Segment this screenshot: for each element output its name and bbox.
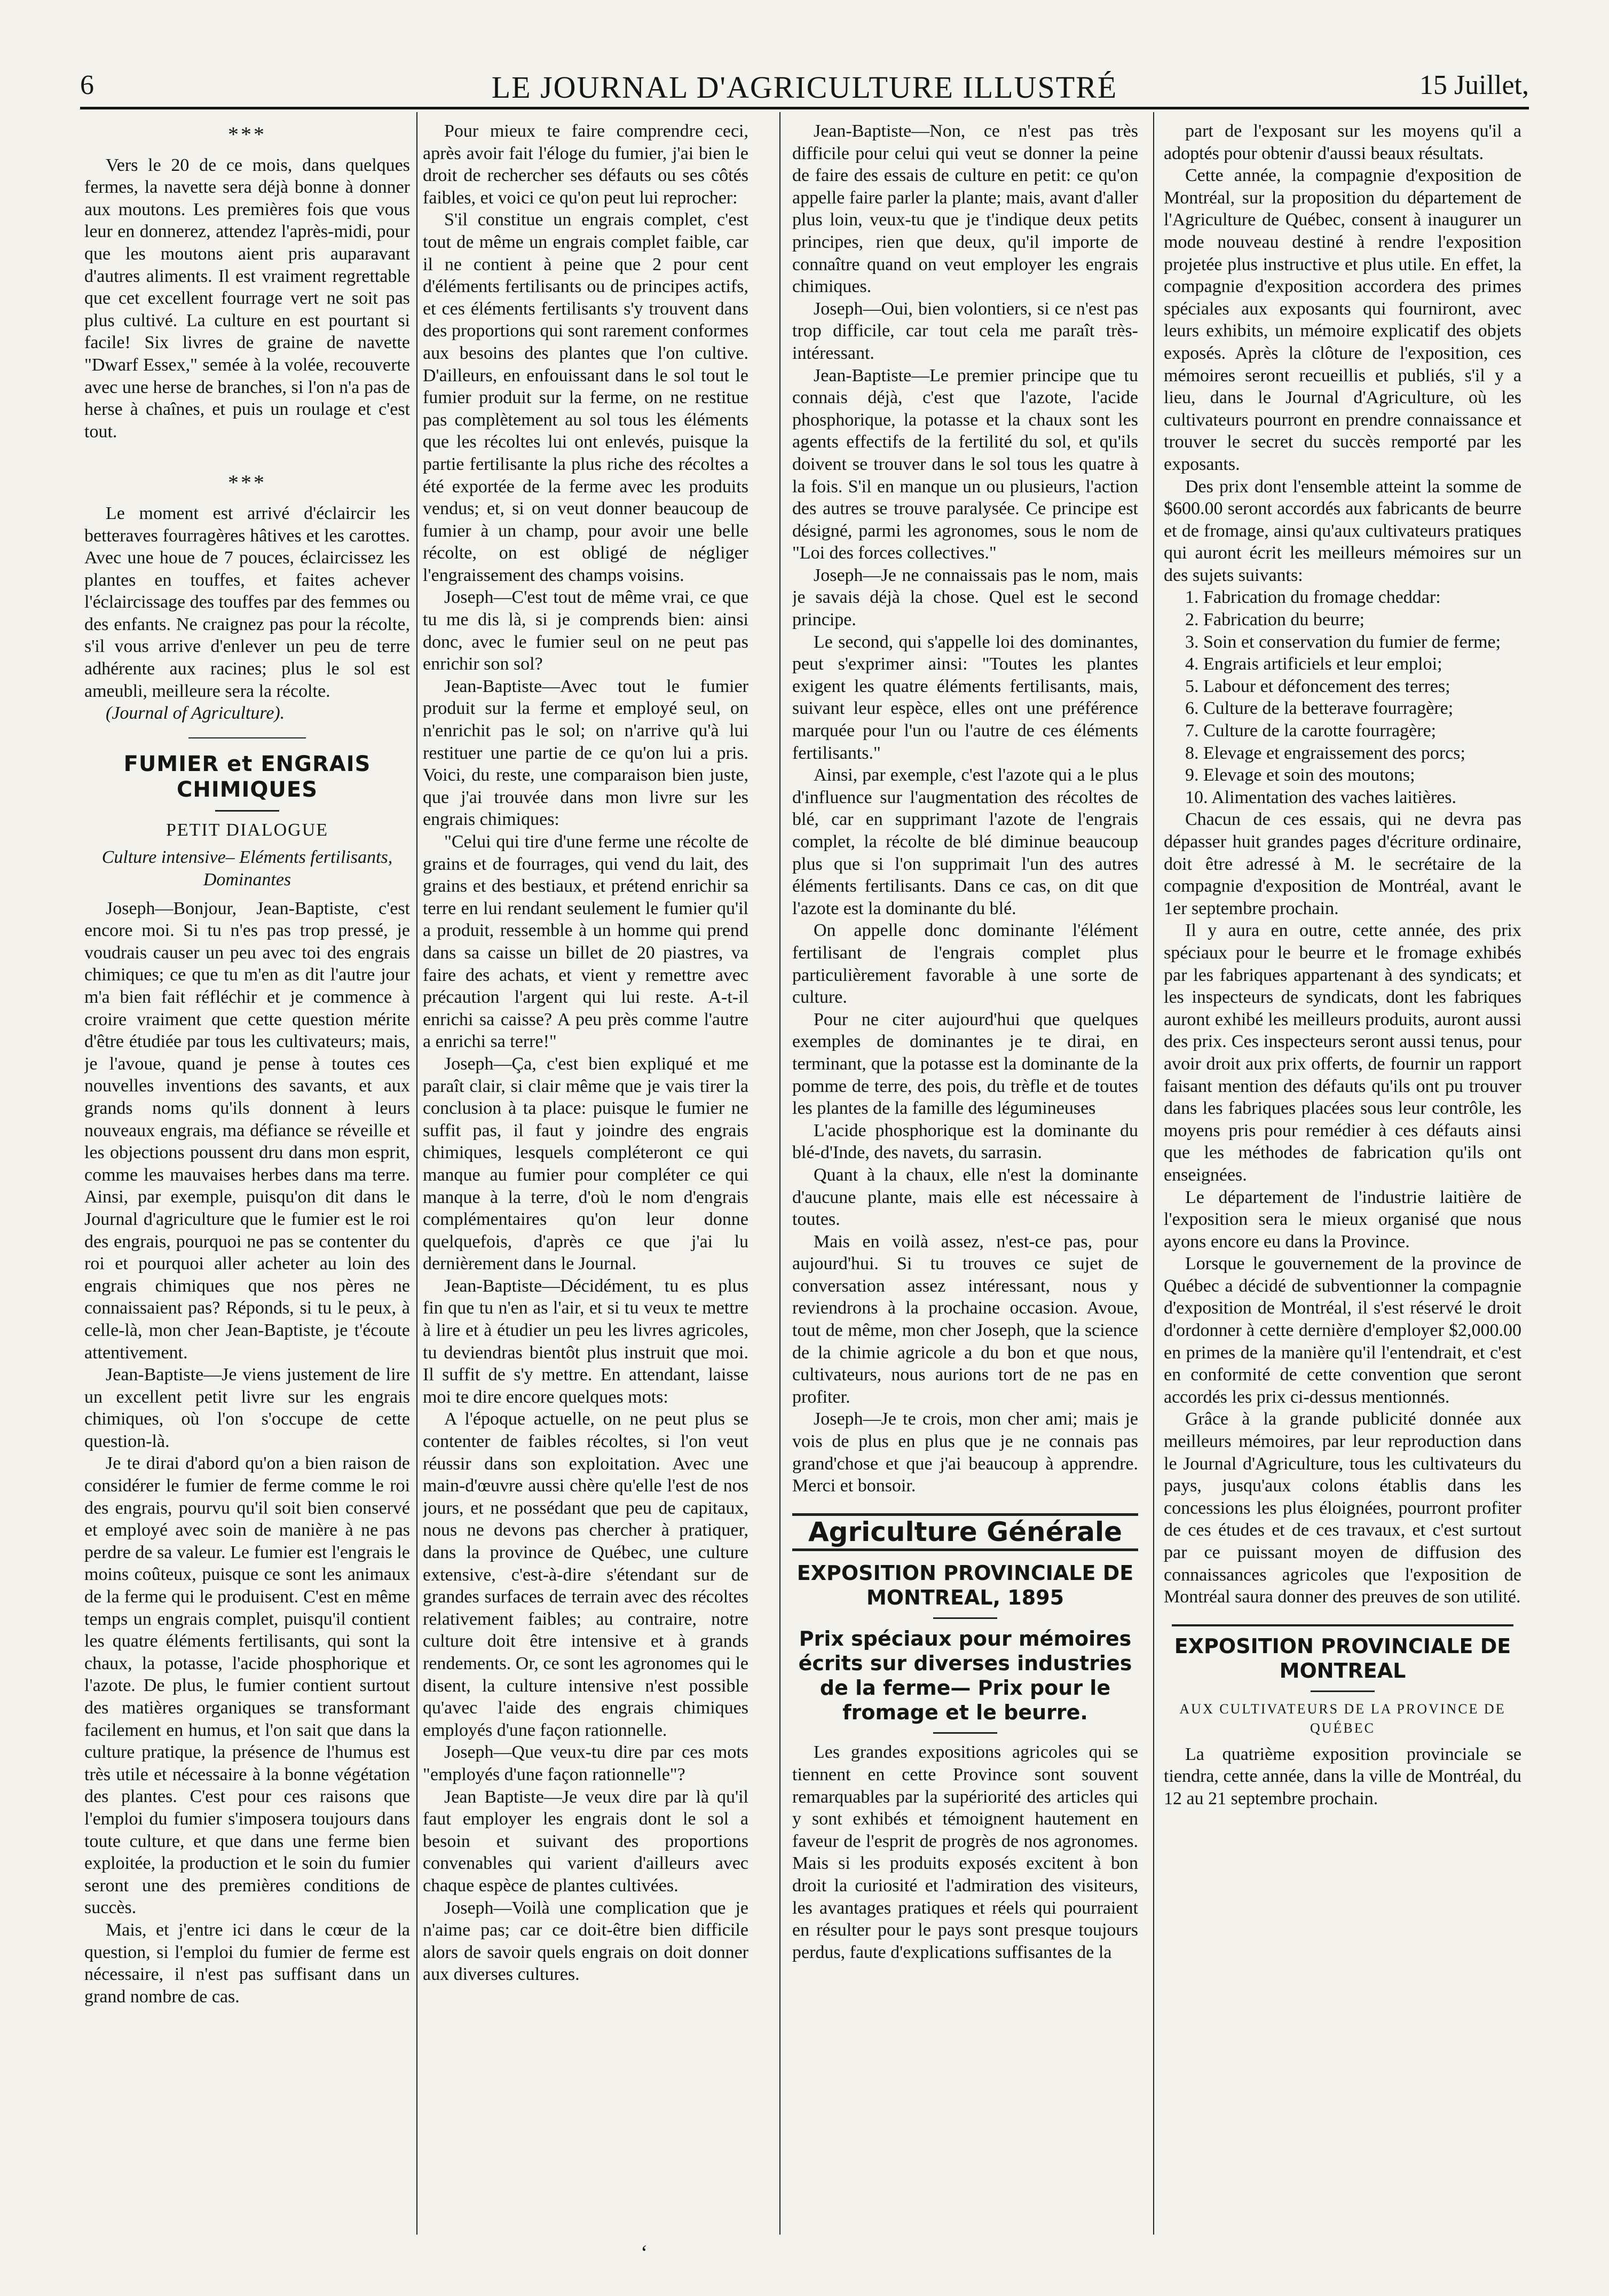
paragraph: Mais en voilà assez, n'est-ce pas, pour aujourd'hui. Si tu trouves ce sujet de conversation assez intéressant, nous y reviendrons à la prochaine occasion. Avoue, tout de même, mon cher Joseph, que la science de la chimie agricole a du bon et que nous, cultivateurs, nous aurions tort de ne pas en profiter. [792,1231,1138,1407]
paragraph: Jean-Baptiste—Je viens justement de lire un excellent petit livre sur les engrais chimiques, où l'on s'occupe de cette question-là. [84,1365,410,1451]
paragraph: Le moment est arrivé d'éclaircir les betteraves fourragères hâtives et les carottes. Avec une houe de 7 pouces, éclaircissez les plantes en touffes, et faites achever l'éclaircissage des touffes par des femmes ou des enfants. Ne craignez pas pour la récolte, s'il vous arrive d'enlever un peu de terre adhérente aux racines; plus le sol est ameubli, meilleure sera la récolte. [84,503,410,701]
paragraph: Jean-Baptiste—Décidément, tu es plus fin que tu n'en as l'air, et si tu veux te mettre à lire et à étudier un peu les livres agricoles, tu deviendras bientôt plus instruit que moi. Il suffit de s'y mettre. En attendant, laisse moi te dire encore quelques mots: [423,1276,748,1407]
list-item: 4. Engrais artificiels et leur emploi; [1185,654,1442,674]
column-1 [84,120,410,2235]
paragraph: Il y aura en outre, cette année, des prix spéciaux pour le beurre et le fromage exhibés par les fabriques appartenant à des syndicats; et les inspecteurs de syndicats, dont les fabriques auront exhibé les meilleurs produits, auront aussi des prix. Ces inspecteurs seront aussi tenus, pour avoir droit aux prix offerts, de fournir un rapport faisant mention des défauts qu'ils ont pu trouver dans les fabriques placées sous leur contrôle, les moyens pris pour remédier à ces défauts ainsi que les méthodes de fabrication qu'ils ont enseignées. [1164,921,1521,1185]
paragraph: A l'époque actuelle, on ne peut plus se contenter de faibles récoltes, si l'on veut réussir dans son exploitation. Avec une main-d'œuvre aussi chère qu'elle l'est de nos jours, et ne possédant que peu de capitaux, nous ne devons pas chercher à pratiquer, dans la province de Québec, une culture extensive, c'est-à-dire s'étendant sur de grandes surfaces de terrain avec des récoltes relativement faibles; au contraire, notre culture doit être intensive et à grands rendements. Or, ce sont les agronomes qui le disent, la culture intensive n'est possible qu'avec l'aide des engrais chimiques employés d'une façon rationnelle. [423,1409,748,1740]
paragraph: "Celui qui tire d'une ferme une récolte de grains et de fourrages, qui vend du lait, des grains et des bestiaux, et prétend enrichir sa terre en lui rendant seulement le fumier qu'il a produit, ressemble à un homme qui prend dans sa caisse un billet de 20 piastres, va faire des achats, et vient y remettre avec précaution l'argent qui lui reste. A-t-il enrichi sa caisse? A peu près comme l'autre a enrichi sa terre!" [423,832,748,1052]
paragraph: part de l'exposant sur les moyens qu'il a adoptés pour obtenir d'aussi beaux résultats. [1164,121,1521,163]
list-item: 10. Alimentation des vaches laitières. [1185,787,1456,807]
column-3 [792,120,1138,2235]
list-item: 3. Soin et conservation du fumier de ferme; [1185,632,1501,652]
column-divider [416,112,417,2235]
article-subtitle: Prix spéciaux pour mémoires écrits sur diverses industries de la ferme— Prix pour le fromage et le beurre. [798,1627,1132,1725]
paragraph: Joseph—Je ne connaissais pas le nom, mais je savais déjà la chose. Quel est le second principe. [792,565,1138,630]
list-item: 9. Elevage et soin des moutons; [1185,765,1415,785]
separator [933,1617,997,1619]
column-2 [423,120,748,2235]
article-title: FUMIER et ENGRAIS CHIMIQUES [123,751,371,802]
paragraph: Des prix dont l'ensemble atteint la somme de $600.00 seront accordés aux fabricants de beurre et de fromage, ainsi qu'aux cultivateurs pratiques qui auront écrit les meilleurs mémoires sur un des sujets suivants: [1164,476,1521,585]
section-stars: *** [228,470,266,495]
paragraph: Vers le 20 de ce mois, dans quelques fermes, la navette sera déjà bonne à donner aux moutons. Les premières fois que vous leur en donnerez, attendez l'après-midi, pour que les moutons aient pris auparavant d'autres aliments. Il est vraiment regrettable que cet excellent fourrage vert ne soit pas plus cultivé. La culture en est pourtant si facile! Six livres de graine de navette "Dwarf Essex," semée à la volée, recouverte avec une herse de branches, si l'on n'a pas de herse à chaînes, et puis un roulage et c'est tout. [84,155,410,442]
paragraph: Joseph—C'est tout de même vrai, ce que tu me dis là, si je comprends bien: ainsi donc, avec le fumier seul on ne peut pas enrichir son sol? [423,587,748,674]
article-title: EXPOSITION PROVINCIALE DE MONTREAL [1174,1634,1511,1682]
column-divider [1153,112,1154,2235]
paragraph: Le second, qui s'appelle loi des dominantes, peut s'exprimer ainsi: "Toutes les plantes exigent les quatre éléments fertilisants, mais, suivant leur espèce, elles ont une préférence marquée pour l'un ou l'autre de ces éléments fertilisants." [792,632,1138,763]
paragraph: Grâce à la grande publicité donnée aux meilleurs mémoires, par leur reproduction dans le Journal d'Agriculture, tous les cultivateurs du pays, jusqu'aux colons établis dans les concessions les plus éloignées, pourront profiter de ces études et de ces travaux, et c'est surtout par ce puissant moyen de diffusion des connaissances agricoles que l'exposition de Montréal saura donner des preuves de son utilité. [1164,1409,1521,1607]
paragraph: Lorsque le gouvernement de la province de Québec a décidé de subventionner la compagnie d'exposition de Montréal, il s'est réservé le droit d'ordonner à cette dernière d'employer $2,000.00 en primes de la manière qu'il l'entendrait, et c'est en conformité de cette convention que seront accordés les prix ci-dessus mentionnés. [1164,1254,1521,1407]
separator [1311,1690,1375,1692]
paragraph: Les grandes expositions agricoles qui se tiennent en cette Province sont souvent remarquables par la supériorité des articles qui y sont exhibés et témoignent hautement en faveur de l'esprit de progrès de nos agronomes. Mais si les produits exposés excitent à bon droit la curiosité et l'admiration des visiteurs, les avantages pratiques et réels qui pourraient en résulter pour le pays sont presque toujours perdus, faute d'explications suffisantes de la [792,1742,1138,1962]
paragraph: Chacun de ces essais, qui ne devra pas dépasser huit grandes pages d'écriture ordinaire, doit être adressé à M. le secrétaire de la compagnie d'exposition de Montréal, avant le 1er septembre prochain. [1164,809,1521,918]
list-item: 7. Culture de la carotte fourragère; [1185,721,1437,741]
paragraph: Joseph—Bonjour, Jean-Baptiste, c'est encore moi. Si tu n'es pas trop pressé, je voudrais causer un peu avec toi des engrais chimiques; ce que tu m'en as dit l'autre jour m'a bien fait réfléchir et je commence à croire vraiment que cette question mérite d'être étudiée par tous les cultivateurs; mais, je l'avoue, quand je pense à toutes ces nouvelles inventions des savants, et aux grands noms qu'ils donnent à leurs nouveaux engrais, ma défiance se réveille et les objections poussent dru dans mon esprit, comme les mauvaises herbes dans ma terre. Ainsi, par exemple, puisqu'on dit dans le Journal d'agriculture que le fumier est le roi des engrais, pourquoi ne pas se contenter du roi et pourquoi aller acheter au loin des engrais chimiques que nos pères ne connaissaient pas? Réponds, si tu le peux, à celle-là, mon cher Jean-Baptiste, je t'écoute attentivement. [84,898,410,1363]
list-item: 2. Fabrication du beurre; [1185,610,1365,630]
paragraph: Pour ne citer aujourd'hui que quelques exemples de dominantes je te dirai, en terminant, que la potasse est la dominante de la pomme de terre, des pois, du trèfle et de toutes les plantes de la famille des légumineuses [792,1009,1138,1119]
paragraph: Mais, et j'entre ici dans le cœur de la question, si l'emploi du fumier de ferme est nécessaire, il n'est pas suffisant dans un grand nombre de cas. [84,1920,410,2007]
separator [188,737,306,738]
list-item: 8. Elevage et engraissement des porcs; [1185,743,1465,763]
paragraph: Quant à la chaux, elle n'est la dominante d'aucune plante, mais elle est nécessaire à toutes. [792,1165,1138,1230]
paragraph: Pour mieux te faire comprendre ceci, après avoir fait l'éloge du fumier, j'ai bien le droit de rechercher ses défauts ou ses côtés faibles, et voici ce qu'on peut lui reprocher: [423,121,748,208]
separator [933,1732,997,1734]
paragraph: Joseph—Ça, c'est bien expliqué et me paraît clair, si clair même que je vais tirer la conclusion à ta place: puisque le fumier ne suffit pas, il faut y joindre des engrais chimiques, lesquels compléteront ce qui manque au fumier pour compléter ce qui manque à la terre, d'où le nom d'engrais complémentaires qu'on leur donne quelquefois, d'après ce que j'ai lu dernièrement dans le Journal. [423,1053,748,1274]
paragraph: Joseph—Voilà une complication que je n'aime pas; car ce doit-être bien difficile alors de savoir quels engrais on doit donner aux diverses cultures. [423,1898,748,1985]
list-item: 1. Fabrication du fromage cheddar: [1185,587,1441,608]
column-4 [1164,120,1521,2235]
paragraph: Joseph—Je te crois, mon cher ami; mais je vois de plus en plus que je ne connais pas grand'chose et que j'ai beaucoup à apprendre. Merci et bonsoir. [792,1409,1138,1496]
paragraph: Jean Baptiste—Je veux dire par là qu'il faut employer les engrais dont le sol a besoin et suivant des proportions convenables qui varient d'ailleurs avec chaque espèce de plantes cultivées. [423,1787,748,1896]
paragraph: S'il constitue un engrais complet, c'est tout de même un engrais complet faible, car il ne contient à peine que 2 pour cent d'éléments fertilisants ou de principes actifs, et ces éléments fertilisants s'y trouvent dans des proportions qui sont rarement conformes aux besoins des plantes que l'on cultive. D'ailleurs, en enfouissant dans le sol tout le fumier produit sur la ferme, on ne restitue pas complètement au sol tous les éléments que les récoltes lui ont enlevés, puisque la partie fertilisante la plus riche des récoltes a été exportée de la ferme avec les produits vendus; et, si on veut donner beaucoup de fumier à un champ, pour avoir une belle récolte, on est obligé de négliger l'engraissement des champs voisins. [423,210,748,585]
paragraph: Je te dirai d'abord qu'on a bien raison de considérer le fumier de ferme comme le roi des engrais, pourvu qu'il soit bien conservé et employé avec soin de manière à ne pas perdre de sa valeur. Le fumier est l'engrais le moins coûteux, puisque ce sont les animaux de la ferme qui le produisent. C'est en même temps un engrais complet, puisqu'il contient les quatre éléments fertilisants, qui sont la chaux, la potasse, l'acide phosphorique et l'azote. De plus, le fumier contient surtout des matières organiques se transformant facilement en humus, et l'on sait que dans la culture pratique, la présence de l'humus est très utile et nécessaire à la bonne végétation des plantes. C'est pour ces raisons que l'emploi du fumier s'imposera toujours dans toute culture, et que dans une ferme bien exploitée, la production et le soin du fumier seront une des premières conditions de succès. [84,1453,410,1918]
section-banner: Agriculture Générale [792,1513,1138,1552]
paragraph: L'acide phosphorique est la dominante du blé-d'Inde, des navets, du sarrasin. [792,1120,1138,1163]
list-item: 6. Culture de la betterave fourragère; [1185,698,1454,719]
journal-title: LE JOURNAL D'AGRICULTURE ILLUSTRÉ [491,70,1118,105]
paragraph: La quatrième exposition provinciale se tiendra, cette année, dans la ville de Montréal, du 12 au 21 septembre prochain. [1164,1744,1521,1809]
paragraph: On appelle donc dominante l'élément fertilisant de l'engrais complet plus particulièrement favorable à une sorte de culture. [792,921,1138,1008]
separator [1172,1624,1513,1626]
paragraph: Le département de l'industrie laitière de l'exposition sera le mieux organisé que nous ayons encore eu dans la Province. [1164,1187,1521,1252]
article-title: EXPOSITION PROVINCIALE DE MONTREAL, 1895 [796,1561,1134,1610]
paragraph: Jean-Baptiste—Avec tout le fumier produit sur la ferme et employé seul, on n'enrichit pas le sol; on n'arrive qu'à lui restituer une partie de ce qu'on lui a pris. Voici, du reste, une comparaison bien juste, que j'ai trouvée dans mon livre sur les engrais chimiques: [423,676,748,830]
paragraph: Joseph—Que veux-tu dire par ces mots "employés d'une façon rationnelle"? [423,1742,748,1784]
separator [215,810,279,812]
issue-date: 15 Juillet, [1419,70,1529,100]
article-subtitle: PETIT DIALOGUE [165,820,329,840]
source-credit: (Journal of Agriculture). [106,703,285,724]
paragraph: Jean-Baptiste—Le premier principe que tu connais déjà, c'est que l'azote, l'acide phosphorique, la potasse et la chaux sont les agents effectifs de la fertilité du sol, et qu'ils doivent se trouver dans le sol tous les quatre à la fois. S'il en manque un ou plusieurs, l'action des autres se trouve paralysée. Ce principe est désigné, parmi les agronomes, sous le nom de "Loi des forces collectives." [792,365,1138,563]
list-item: 5. Labour et défoncement des terres; [1185,676,1450,696]
masthead [0,0,1609,107]
section-stars: *** [228,122,266,146]
print-mark: ‘ [641,2240,648,2264]
article-subheading: Culture intensive– Eléments fertilisants, Dominantes [101,847,393,890]
page-number: 6 [80,70,94,100]
article-subheading: AUX CULTIVATEURS DE LA PROVINCE DE QUÉBEC [1179,1701,1506,1736]
column-divider [779,112,780,2235]
paragraph: Ainsi, par exemple, c'est l'azote qui a le plus d'influence sur l'augmentation des récoltes de blé, car en supprimant l'azote de l'engrais complet, la récolte de blé diminue beaucoup plus que si l'on supprimait l'un des autres éléments fertilisants. Dans ce cas, on dit que l'azote est la dominante du blé. [792,765,1138,918]
paragraph: Cette année, la compagnie d'exposition de Montréal, sur la proposition du département de l'Agriculture de Québec, consent à inaugurer un mode nouveau destiné à rendre l'exposition projetée plus instructive et plus utile. En effet, la compagnie d'exposition accordera des primes spéciales aux exposants qui fourniront, avec leurs exhibits, un mémoire explicatif des objets exposés. Après la clôture de l'exposition, ces mémoires seront recueillis et publiés, s'il y a lieu, dans le Journal d'Agriculture, où les cultivateurs pourront en prendre connaissance et trouver le secret du succès remporté par les exposants. [1164,166,1521,474]
paragraph: Joseph—Oui, bien volontiers, si ce n'est pas trop difficile, car tout cela me paraît très-intéressant. [792,298,1138,363]
paragraph: Jean-Baptiste—Non, ce n'est pas très difficile pour celui qui veut se donner la peine de faire des essais de culture en petit: ce qu'on appelle faire parler la plante; mais, avant d'aller plus loin, veux-tu que je t'indique deux petits principes, rien que deux, qu'il importe de connaître quand on veut employer les engrais chimiques. [792,121,1138,297]
header-rule [80,107,1529,109]
